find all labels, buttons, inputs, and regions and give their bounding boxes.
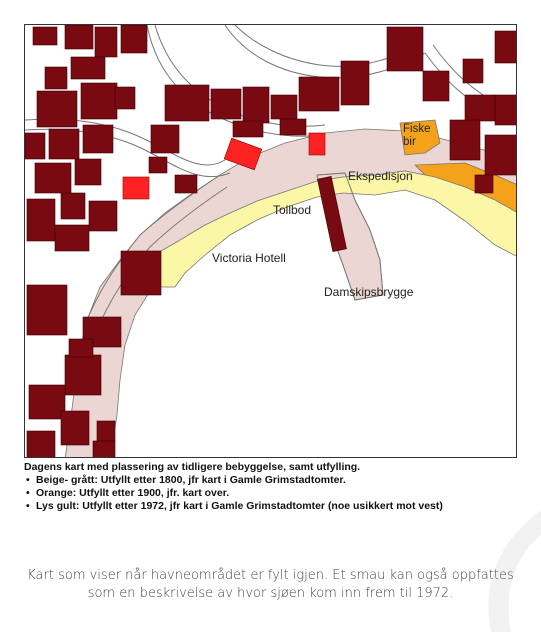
- legend-item-orange: • Orange: Utfyllt etter 1900, jfr. kart over.: [36, 487, 524, 500]
- legend-item-light-yellow: • Lys gult: Utfyllt etter 1972, jfr kart i Gamle Grimstadtomter (noe usikkert mot vest): [36, 500, 524, 513]
- building-blocks: [25, 25, 517, 458]
- harbor-map: [24, 24, 517, 458]
- label-ekspedisjon: Ekspedisjon: [348, 169, 413, 183]
- label-tollbod: Tollbod: [273, 203, 312, 217]
- legend-item-beige-gray: • Beige- grått: Utfyllt etter 1800, jfr kart i Gamle Grimstadtomter.: [36, 474, 524, 487]
- legend-list: [24, 474, 524, 513]
- legend-heading: Dagens kart med plassering av tidligere bebyggelse, samt utfylling.: [24, 461, 361, 473]
- label-fiskebrygge: Fiske bir: [403, 123, 431, 148]
- decorative-watermark: [461, 500, 541, 632]
- map-drawing: [25, 25, 517, 458]
- figure-caption: Kart som viser når havneområdet er fylt igjen. Et smau kan også oppfattes som en beskrivelse av hvor sjøen kom inn frem til 1972.: [27, 568, 514, 601]
- map-legend: [24, 461, 524, 513]
- label-damskipsbrygge: Damskipsbrygge: [324, 285, 414, 299]
- label-victoria-hotell: Victoria Hotell: [212, 251, 286, 265]
